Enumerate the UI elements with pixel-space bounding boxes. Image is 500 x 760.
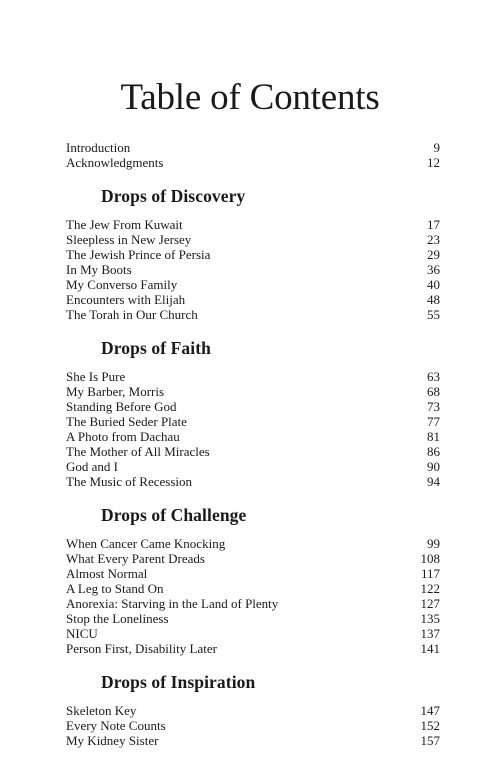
toc-entry-page-number: 29: [427, 247, 440, 262]
toc-entry-page-number: 55: [427, 307, 440, 322]
toc-entry-title: The Mother of All Miracles: [66, 444, 210, 459]
toc-entry: [66, 140, 440, 155]
toc-sections: [66, 184, 440, 748]
toc-entry-page-number: 23: [427, 232, 440, 247]
toc-entry-page-number: 12: [427, 155, 440, 170]
toc-entry: [66, 384, 440, 399]
toc-entry-title: Almost Normal: [66, 566, 148, 581]
toc-entry-title: God and I: [66, 459, 118, 474]
toc-entry-page-number: 122: [420, 581, 440, 596]
toc-entry-page-number: 81: [427, 429, 440, 444]
toc-entry-title: My Barber, Morris: [66, 384, 165, 399]
toc-entry: [66, 459, 440, 474]
toc-entry-title: She Is Pure: [66, 369, 126, 384]
toc-entry: [66, 581, 440, 596]
toc-entry: [66, 247, 440, 262]
toc-entry-page-number: 77: [427, 414, 440, 429]
toc-entry: [66, 536, 440, 551]
toc-entry: [66, 566, 440, 581]
toc-entry-title: The Jew From Kuwait: [66, 217, 183, 232]
toc-entry: [66, 703, 440, 718]
toc-entry-title: Person First, Disability Later: [66, 641, 217, 656]
toc-entry-title: A Photo from Dachau: [66, 429, 180, 444]
toc-entry-title: In My Boots: [66, 262, 132, 277]
toc-entry-title: The Music of Recession: [66, 474, 193, 489]
toc-entry-title: Encounters with Elijah: [66, 292, 186, 307]
toc-section: [66, 184, 440, 322]
toc-entry: [66, 444, 440, 459]
section-heading: Drops of Inspiration: [101, 672, 256, 692]
toc-entry-title: When Cancer Came Knocking: [66, 536, 226, 551]
toc-entry-page-number: 40: [427, 277, 440, 292]
toc-entry-title: Skeleton Key: [66, 703, 137, 718]
toc-entry-page-number: 86: [427, 444, 440, 459]
toc-entry-page-number: 48: [427, 292, 440, 307]
section-heading: Drops of Challenge: [101, 505, 247, 525]
toc-entry-title: The Buried Seder Plate: [66, 414, 187, 429]
toc-entry-page-number: 90: [427, 459, 440, 474]
toc-entry: [66, 155, 440, 170]
toc-entry: [66, 718, 440, 733]
toc-section: [66, 503, 440, 656]
toc-entry-page-number: 63: [427, 369, 440, 384]
toc-entry-page-number: 117: [420, 566, 440, 581]
toc-entry-title: Every Note Counts: [66, 718, 166, 733]
toc-entry: [66, 232, 440, 247]
toc-entry: [66, 474, 440, 489]
toc-entry: [66, 369, 440, 384]
section-heading: Drops of Discovery: [101, 186, 246, 206]
toc-entry-title: Sleepless in New Jersey: [66, 232, 192, 247]
toc-entry: [66, 217, 440, 232]
toc-entry: [66, 429, 440, 444]
toc-entry-page-number: 152: [420, 718, 440, 733]
toc-entry-title: Acknowledgments: [66, 155, 164, 170]
toc-entry-title: The Torah in Our Church: [66, 307, 198, 322]
toc-entry: [66, 262, 440, 277]
toc-entry: [66, 414, 440, 429]
toc-entry-page-number: 137: [420, 626, 440, 641]
toc-entry-title: My Kidney Sister: [66, 733, 159, 748]
toc-entry-page-number: 135: [420, 611, 440, 626]
page-title: Table of Contents: [120, 77, 380, 118]
toc-entry: [66, 277, 440, 292]
toc-entry-page-number: 127: [420, 596, 440, 611]
toc-entry: [66, 307, 440, 322]
toc-entry-page-number: 99: [427, 536, 440, 551]
toc-entry-page-number: 108: [420, 551, 440, 566]
toc-entry-title: Stop the Loneliness: [66, 611, 169, 626]
toc-entry-title: Anorexia: Starving in the Land of Plenty: [66, 596, 279, 611]
toc-entry-page-number: 147: [420, 703, 440, 718]
toc-entry-page-number: 36: [427, 262, 440, 277]
table-of-contents: [66, 140, 440, 748]
toc-entry: [66, 626, 440, 641]
toc-entry-title: Introduction: [66, 140, 131, 155]
toc-entry-page-number: 94: [427, 474, 440, 489]
toc-entry-page-number: 68: [427, 384, 440, 399]
front-matter: [66, 140, 440, 170]
toc-section: [66, 336, 440, 489]
toc-entry-page-number: 73: [427, 399, 440, 414]
toc-entry-title: A Leg to Stand On: [66, 581, 164, 596]
toc-entry: [66, 611, 440, 626]
toc-entry-title: What Every Parent Dreads: [66, 551, 205, 566]
toc-entry: [66, 551, 440, 566]
toc-entry-page-number: 17: [427, 217, 440, 232]
toc-entry-page-number: 141: [420, 641, 440, 656]
toc-entry-title: My Converso Family: [66, 277, 178, 292]
toc-entry: [66, 596, 440, 611]
toc-entry: [66, 733, 440, 748]
toc-entry-title: Standing Before God: [66, 399, 177, 414]
toc-section: [66, 670, 440, 748]
toc-entry: [66, 292, 440, 307]
toc-entry: [66, 641, 440, 656]
toc-entry-title: The Jewish Prince of Persia: [66, 247, 211, 262]
toc-entry-page-number: 9: [433, 140, 440, 155]
toc-entry-title: NICU: [66, 626, 98, 641]
section-heading: Drops of Faith: [101, 338, 211, 358]
toc-entry-page-number: 157: [420, 733, 440, 748]
toc-entry: [66, 399, 440, 414]
